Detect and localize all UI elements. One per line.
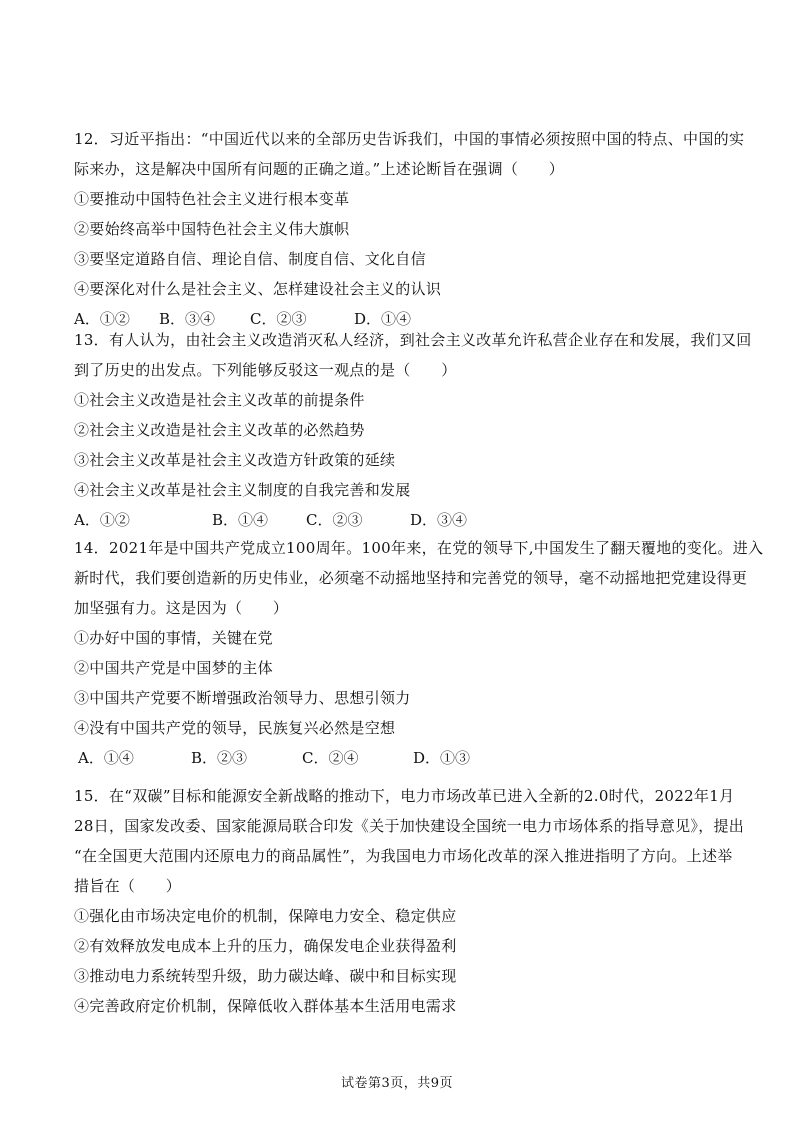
question-15 [74,781,745,1021]
statement-option: ②要始终高举中国特色社会主义伟大旗帜 [74,220,350,238]
answer-choices [74,743,724,773]
statement-option: ①强化由市场决定电价的机制，保障电力安全、稳定供应 [74,907,457,925]
statement-option: ③推动电力系统转型升级，助力碳达峰、碳中和目标实现 [74,967,457,985]
statement-option: ③要坚定道路自信、理论自信、制度自信、文化自信 [74,250,426,268]
question-stem-line: 15．在“双碳”目标和能源安全新战略的推动下，电力市场改革已进入全新的2.0时代，2022年1月 [74,787,735,805]
statement-option: ②中国共产党是中国梦的主体 [74,659,273,677]
question-stem-line: 14．2021年是中国共产党成立100周年。100年来，在党的领导下,中国发生了翻天覆地的变化。进入 [74,539,764,557]
statement-option: ③中国共产党要不断增强政治领导力、思想引领力 [74,689,411,707]
statement-option: ①要推动中国特色社会主义进行根本变革 [74,190,350,208]
choice-a: A．①④ [78,749,134,767]
choice-b: B．③④ [159,310,216,328]
statement-option: ①社会主义改造是社会主义改革的前提条件 [74,391,365,409]
statement-option: ④要深化对什么是社会主义、怎样建设社会主义的认识 [74,280,442,298]
question-stem-line: 28日，国家发改委、国家能源局联合印发《关于加快建设全国统一电力市场体系的指导意见》，提出 [74,817,745,835]
question-stem-line: 加坚强有力。这是因为（ ） [74,599,289,617]
question-stem-line: 措旨在（ ） [74,877,182,895]
statement-option: ①办好中国的事情，关键在党 [74,629,273,647]
choice-b: B．①④ [212,511,269,529]
choice-b: B．②③ [191,749,248,767]
statement-option: ④社会主义改革是社会主义制度的自我完善和发展 [74,481,411,499]
question-stem-line: 际来办，这是解决中国所有问题的正确之道。”上述论断旨在强调（ ） [74,160,565,178]
question-stem-line: 13．有人认为，由社会主义改造消灭私人经济，到社会主义改革允许私营企业存在和发展，我们又回 [74,331,752,349]
question-stem-line: “在全国更大范围内还原电力的商品属性”，为我国电力市场化改革的深入推进指明了方向。上述举 [74,847,733,865]
question-stem-line: 到了历史的出发点。下列能够反驳这一观点的是（ ） [74,361,457,379]
choice-c: C．②③ [306,511,363,529]
question-stem-line: 12．习近平指出：“中国近代以来的全部历史告诉我们，中国的事情必须按照中国的特点、中国的实 [74,130,745,148]
statement-option: ④没有中国共产党的领导，民族复兴必然是空想 [74,719,396,737]
choice-d: D．①④ [354,310,412,328]
statement-option: ③社会主义改革是社会主义改造方针政策的延续 [74,451,396,469]
choice-a: A．①② [74,511,130,529]
statement-option: ②社会主义改造是社会主义改革的必然趋势 [74,421,365,439]
statement-option: ④完善政府定价机制，保障低收入群体基本生活用电需求 [74,997,457,1015]
answer-choices [74,505,724,535]
question-13 [74,325,752,535]
choice-a: A．①② [74,310,130,328]
question-stem-line: 新时代，我们要创造新的历史伟业，必须毫不动摇地坚持和完善党的领导，毫不动摇地把党建设得更 [74,569,748,587]
choice-d: D．①③ [413,749,471,767]
question-12 [74,124,745,334]
statement-option: ②有效释放发电成本上升的压力，确保发电企业获得盈利 [74,937,457,955]
page-footer: 试卷第3页，共9页 [340,1076,454,1091]
question-14 [74,533,764,773]
choice-d: D．③④ [410,511,468,529]
choice-c: C．②④ [302,749,359,767]
choice-c: C．②③ [250,310,307,328]
